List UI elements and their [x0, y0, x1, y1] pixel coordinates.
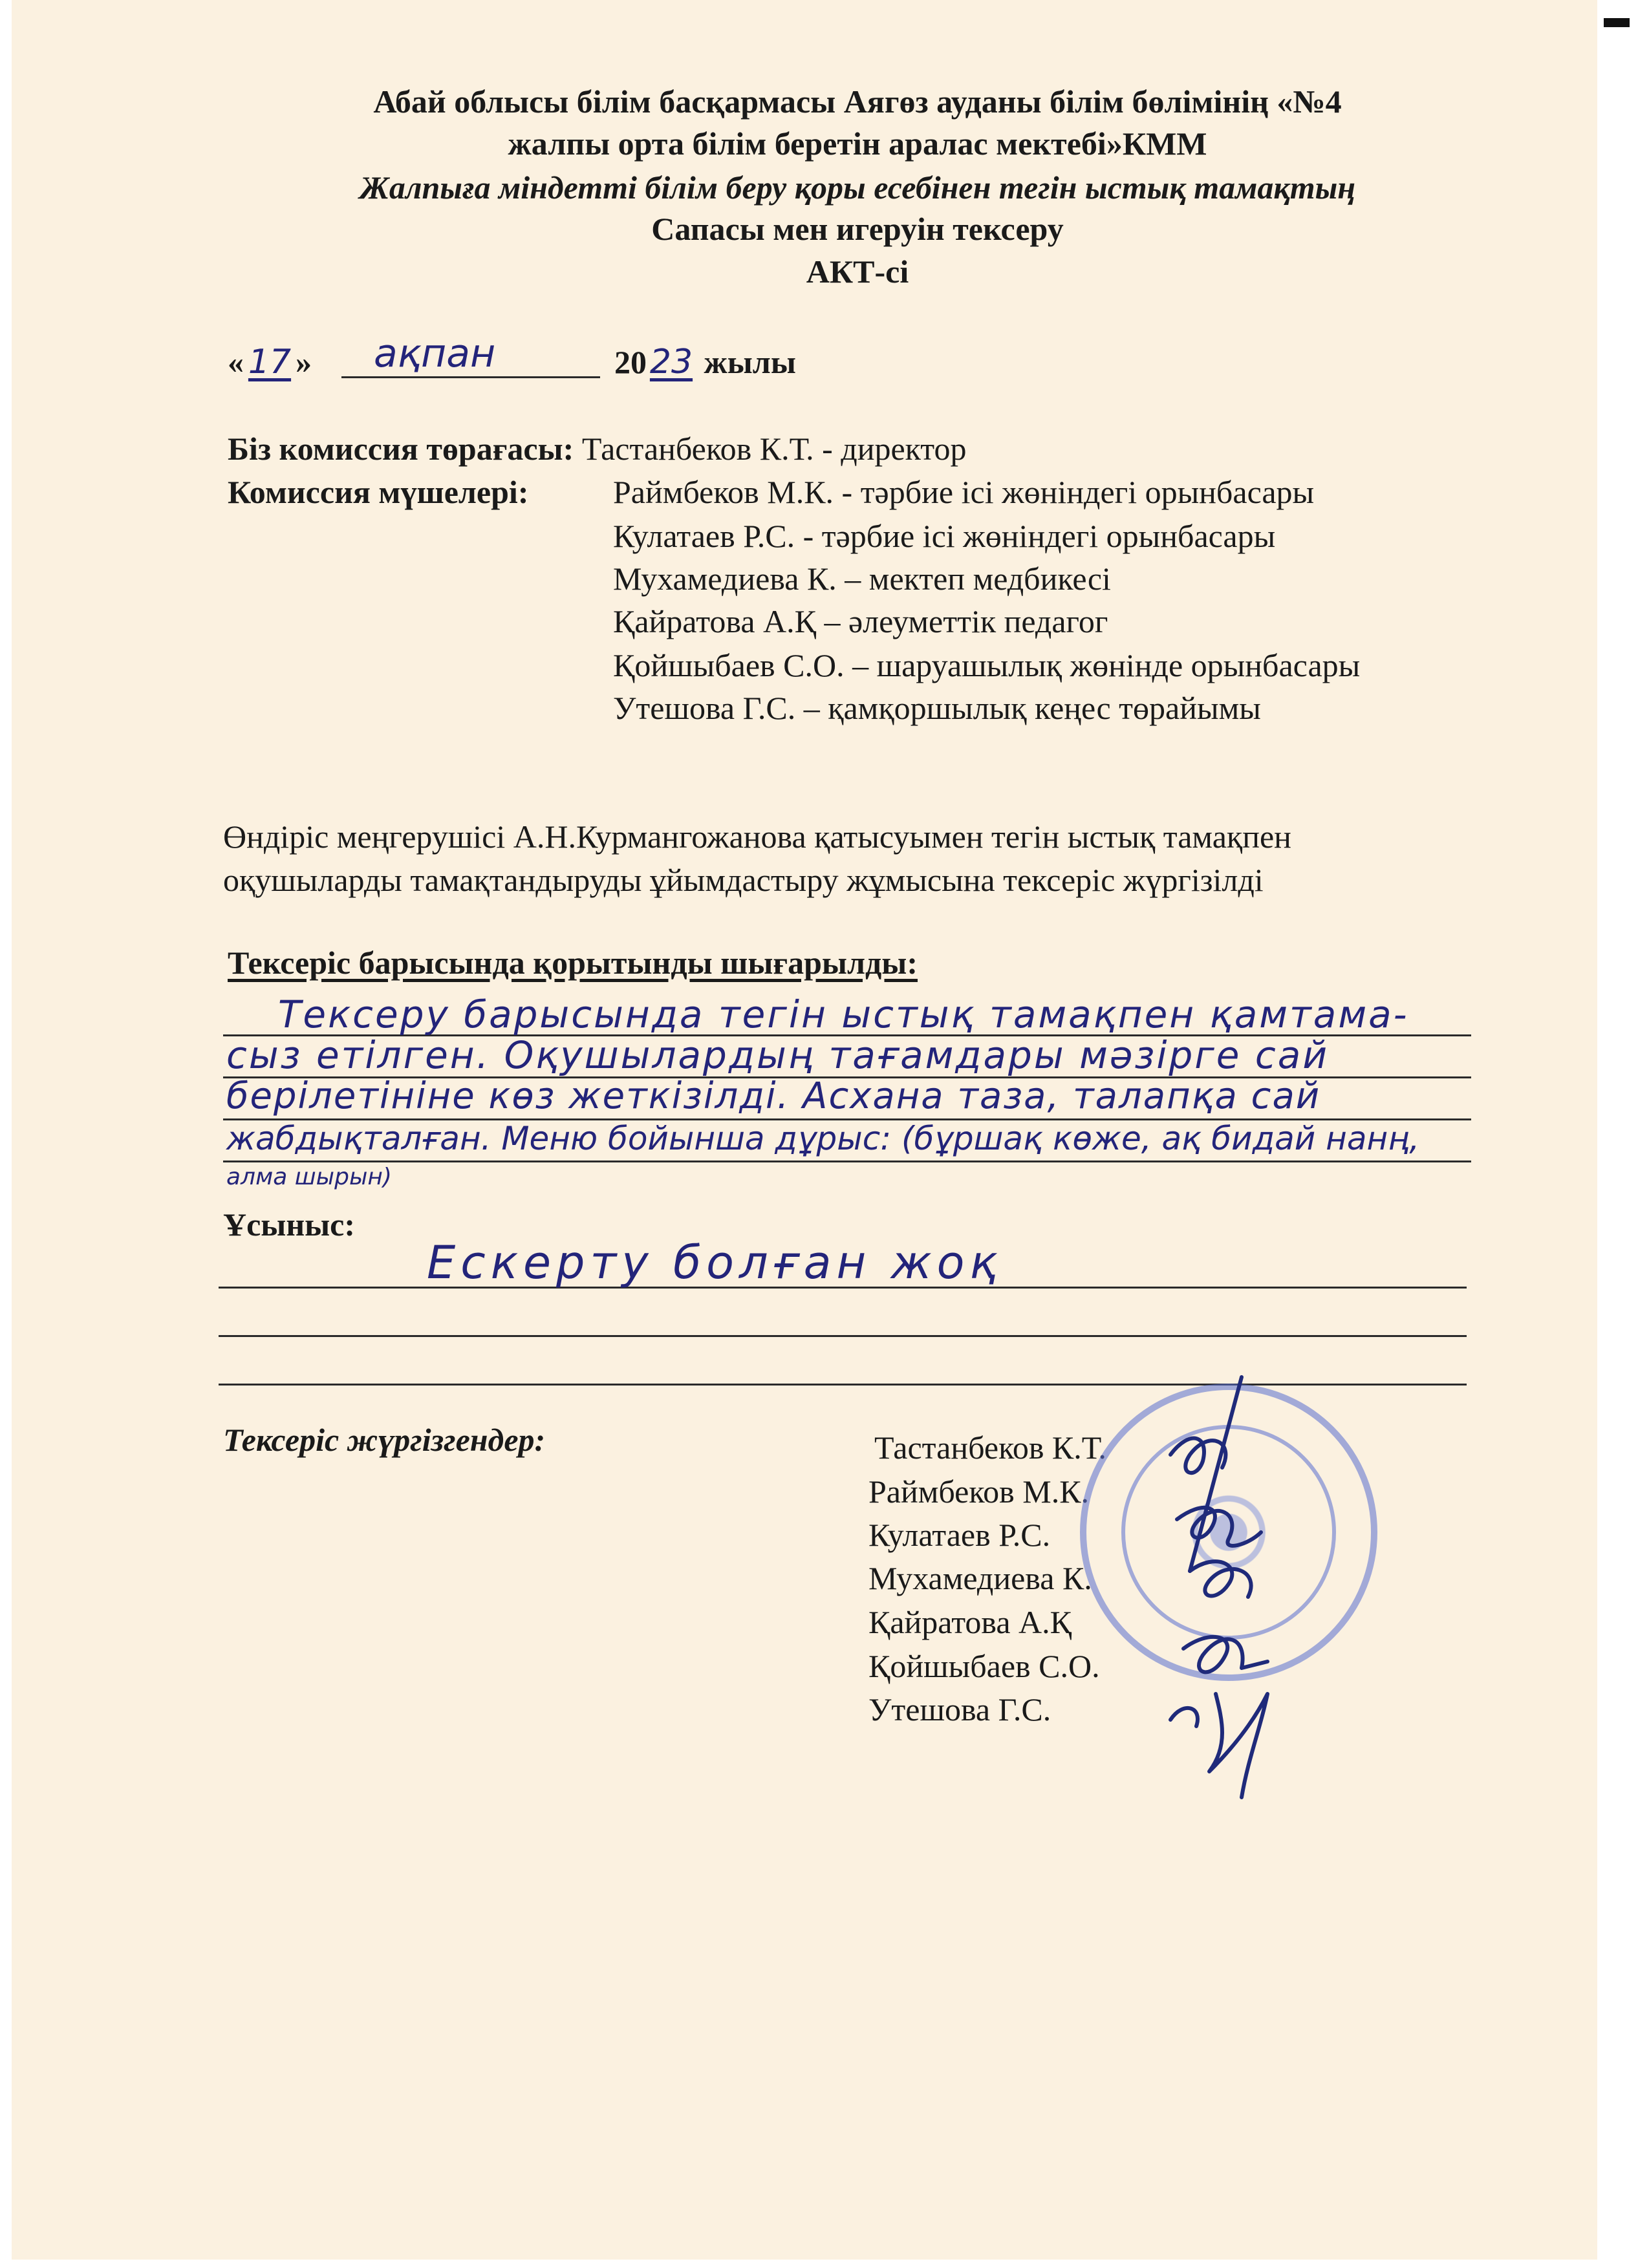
inspectors-label: Тексеріс жүргізгендер: — [223, 1422, 546, 1458]
date-close-quote: » — [296, 344, 312, 380]
intro-line-1: Өндіріс меңгерушісі А.Н.Курмангожанова қатысуымен тегін ыстық тамақпен — [223, 818, 1291, 855]
conclusion-rule — [223, 1161, 1471, 1162]
header-line-5: АКТ-сі — [806, 253, 909, 290]
conclusion-handwritten-line: Тексеру барысында тегін ыстық тамақпен қамтама- — [278, 992, 1409, 1036]
inspector-name: Раймбеков М.К. — [868, 1473, 1090, 1510]
header-line-2: жалпы орта білім беретін аралас мектебі»КММ — [508, 125, 1207, 162]
signature-3 — [1190, 1561, 1251, 1597]
commission-members-label: Комиссия мүшелері: — [228, 474, 529, 510]
date-month: ақпан — [341, 331, 600, 378]
date-open-quote: « — [228, 344, 244, 380]
conclusion-handwritten-line: жабдықталған. Меню бойынша дұрыс: (бұршақ көже, ақ бидай нанң, — [226, 1120, 1420, 1157]
date-year — [614, 343, 796, 381]
signature-2 — [1177, 1508, 1261, 1546]
conclusion-handwritten-line: алма шырын) — [226, 1164, 392, 1190]
date-year-prefix: 20 — [614, 344, 647, 380]
header-line-3: Жалпыға міндетті білім беру қоры есебінен тегін ыстық тамақтың — [359, 169, 1356, 206]
inspector-name: Тастанбеков К.Т. — [874, 1429, 1106, 1466]
conclusion-label: Тексеріс барысында қорытынды шығарылды: — [228, 945, 918, 981]
signature-4 — [1183, 1637, 1267, 1672]
proposal-handwritten: Ескерту болған жоқ — [427, 1236, 1002, 1289]
header-line-4: Сапасы мен игеруін тексеру — [651, 211, 1064, 247]
inspector-name: Кулатаев Р.С. — [868, 1517, 1051, 1553]
commission-member: Қойшыбаев С.О. – шаруашылық жөнінде орынбасары — [613, 647, 1361, 683]
signatures — [1151, 1358, 1384, 1810]
header-line-1: Абай облысы білім басқармасы Аягөз ауданы білім бөлімінің «№4 — [373, 83, 1342, 120]
commission-member: Утешова Г.С. – қамқоршылық кеңес төрайымы — [613, 690, 1261, 726]
inspector-name: Утешова Г.С. — [868, 1691, 1051, 1728]
signature-1 — [1170, 1377, 1242, 1571]
signature-5 — [1170, 1694, 1267, 1797]
commission-member: Мухамедиева К. – мектеп медбикесі — [613, 561, 1111, 597]
inspector-name: Қойшыбаев С.О. — [868, 1648, 1100, 1684]
conclusion-handwritten-line: сыз етілген. Оқушылардың тағамдары мәзірге сай — [226, 1033, 1330, 1077]
proposal-rule — [219, 1335, 1467, 1337]
commission-member: Қайратова А.Қ – әлеуметтік педагог — [613, 603, 1108, 639]
intro-line-2: оқушыларды тамақтандыруды ұйымдастыру жұмысына тексеріс жүргізілді — [223, 862, 1264, 898]
scan-edge-mark — [1604, 18, 1630, 27]
commission-chair — [228, 430, 967, 467]
date-line — [228, 343, 312, 381]
conclusion-handwritten-line: берілетініне көз жеткізілді. Асхана таза, талапқа сай — [226, 1075, 1321, 1117]
proposal-label: Ұсыныс: — [223, 1206, 356, 1243]
commission-chair-label: Біз комиссия төрағасы: — [228, 431, 574, 467]
date-year-word: жылы — [704, 344, 796, 380]
date-year-suffix: 23 — [649, 343, 693, 381]
commission-chair-value: Тастанбеков К.Т. - директор — [581, 431, 967, 467]
commission-member: Раймбеков М.К. - тәрбие ісі жөніндегі орынбасары — [613, 474, 1315, 510]
inspector-name: Мухамедиева К. — [868, 1560, 1092, 1596]
inspector-name: Қайратова А.Қ — [868, 1604, 1072, 1640]
commission-member: Кулатаев Р.С. - тәрбие ісі жөніндегі орынбасары — [613, 518, 1276, 554]
date-day: 17 — [248, 343, 292, 381]
